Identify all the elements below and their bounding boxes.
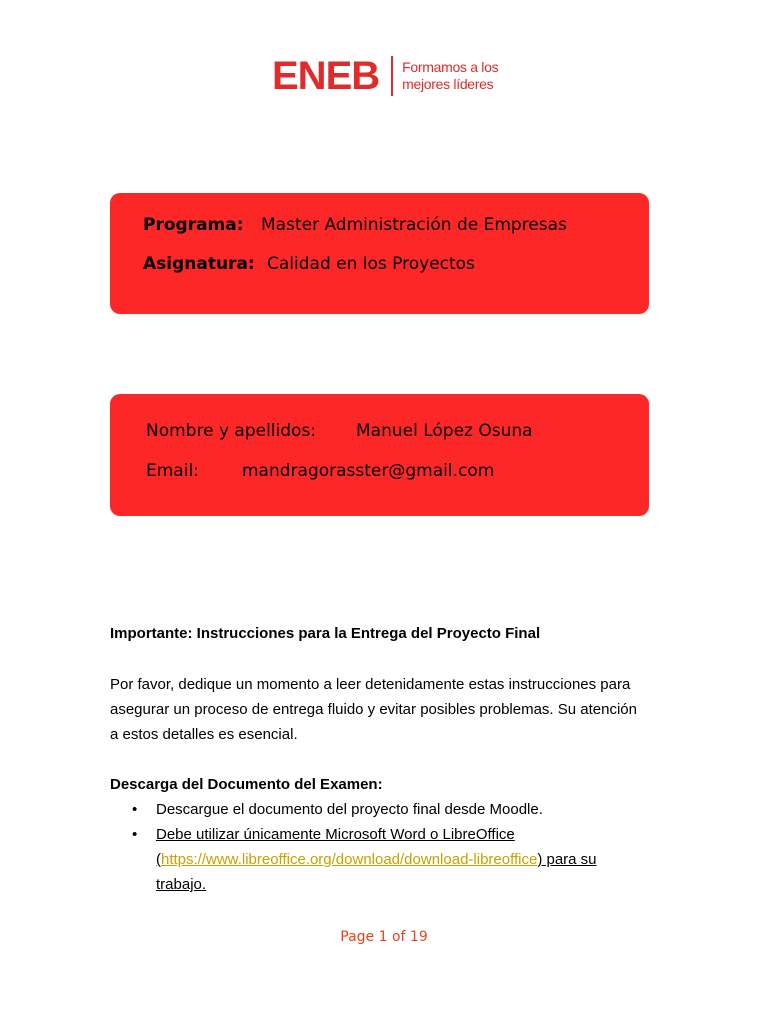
eneb-logo bbox=[272, 55, 498, 97]
bullet1-text: Descargue el documento del proyecto final desde Moodle. bbox=[156, 801, 543, 818]
bullet-icon: • bbox=[132, 801, 138, 818]
logo-tagline-line2: mejores líderes bbox=[402, 76, 494, 92]
name-label: Nombre y apellidos: bbox=[146, 421, 317, 441]
student-info-box bbox=[110, 394, 649, 516]
intro-paragraph bbox=[110, 672, 637, 747]
bullet2-text-line3: trabajo. bbox=[156, 876, 207, 893]
name-value: Manuel López Osuna bbox=[356, 421, 533, 441]
instructions-heading: Importante: Instrucciones para la Entrega del Proyecto Final bbox=[110, 625, 541, 642]
bullet2-after-link: ) para su bbox=[537, 851, 597, 868]
logo-wordmark: ENEB bbox=[272, 54, 380, 98]
bullet2-text-line1: Debe utilizar únicamente Microsoft Word o LibreOffice bbox=[156, 826, 515, 843]
program-value: Master Administración de Empresas bbox=[261, 215, 567, 235]
logo-divider bbox=[391, 56, 393, 96]
list-item bbox=[110, 822, 597, 847]
course-info-box bbox=[110, 193, 649, 314]
download-instructions-list bbox=[110, 797, 597, 897]
libreoffice-download-link[interactable]: https://www.libreoffice.org/download/download-libreoffice bbox=[161, 851, 538, 868]
download-section-title: Descarga del Documento del Examen: bbox=[110, 776, 383, 793]
logo-tagline-line1: Formamos a los bbox=[402, 59, 499, 75]
subject-label: Asignatura: bbox=[143, 254, 255, 274]
email-value: mandragorasster@gmail.com bbox=[242, 461, 495, 481]
logo-tagline bbox=[402, 59, 498, 93]
subject-value: Calidad en los Proyectos bbox=[267, 254, 475, 274]
page-number: Page 1 of 19 bbox=[340, 929, 428, 945]
intro-paragraph-line2: asegurar un proceso de entrega fluido y evitar posibles problemas. Su atención bbox=[110, 701, 637, 718]
email-label: Email: bbox=[146, 461, 199, 481]
program-label: Programa: bbox=[143, 215, 244, 235]
list-item bbox=[110, 797, 597, 822]
bullet-icon: • bbox=[132, 826, 138, 843]
intro-paragraph-line3: a estos detalles es esencial. bbox=[110, 726, 298, 743]
intro-paragraph-line1: Por favor, dedique un momento a leer detenidamente estas instrucciones para bbox=[110, 676, 631, 693]
list-item-continuation bbox=[110, 847, 597, 872]
list-item-continuation bbox=[110, 872, 597, 897]
bullet2-open-paren: ( bbox=[156, 851, 161, 868]
